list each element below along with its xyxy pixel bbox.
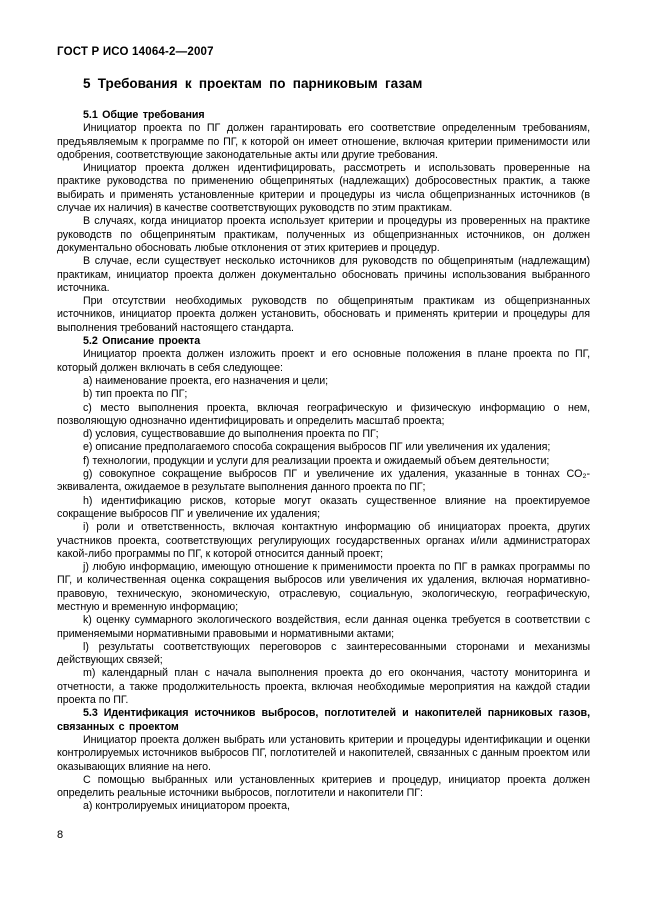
paragraph: Инициатор проекта должен изложить проект и его основные положения в плане проекта по ПГ, который должен включать в себя следующее:	[57, 348, 590, 374]
list-item: g) совокупное сокращение выбросов ПГ и увеличение их удаления, указанные в тоннах CO₂-эквивалента, ожидаемое в результате выполнения данного проекта по ПГ;	[57, 468, 590, 494]
paragraph: Инициатор проекта по ПГ должен гарантировать его соответствие определенным требованиям, предъявляемым к программе по ПГ, к которой он имеет отношение, включая критерии применимости или одобрения, соответствующие законодательные акты или другие требования.	[57, 122, 590, 161]
running-header: ГОСТ Р ИСО 14064-2—2007	[57, 46, 214, 58]
paragraph: Инициатор проекта должен выбрать или установить критерии и процедуры идентификации и оценки контролируемых источников выбросов ПГ, поглотителей и накопителей, связанных с данным проектом или оказывающих влияние на него.	[57, 733, 590, 773]
section-subheading: 5.3 Идентификация источников выбросов, поглотителей и накопителей парниковых газов, связанных с проектом	[57, 707, 590, 733]
list-item: c) место выполнения проекта, включая географическую и физическую информацию о нем, позволяющую однозначно идентифицировать и определить масштаб проекта;	[57, 401, 590, 427]
section-subheading: 5.1 Общие требования	[83, 109, 205, 121]
list-item: b) тип проекта по ПГ;	[83, 388, 188, 401]
section-title: 5 Требования к проектам по парниковым газам	[83, 76, 423, 91]
list-item: l) результаты соответствующих переговоров с заинтересованными сторонами и механизмы действующих связей;	[57, 640, 590, 667]
section-subheading: 5.2 Описание проекта	[83, 335, 201, 348]
document-body	[57, 109, 590, 814]
paragraph: С помощью выбранных или установленных критериев и процедур, инициатор проекта должен определить реальные источники выбросов, поглотители и накопители ПГ:	[57, 773, 590, 800]
list-item: k) оценку суммарного экологического воздействия, если данная оценка требуется в соответствии с применяемыми нормативными правовыми и нормативными актами;	[57, 614, 590, 640]
paragraph: В случаях, когда инициатор проекта использует критерии и процедуры из проверенных на практике руководств по общепринятым практикам, полученных из общепризнанных источников, он должен документально обосновать любые отклонения от этих критериев и процедур.	[57, 215, 590, 254]
page-number: 8	[57, 829, 64, 841]
list-item: j) любую информацию, имеющую отношение к применимости проекта по ПГ в рамках программы по ПГ, и количественная оценка сокращения выбросов или увеличения их удаления, включая нормативно-правовую, техническую, экономическую, отраслевую, социальную, экологическую, географическую, местную и временную информацию;	[57, 561, 590, 613]
list-item: i) роли и ответственность, включая контактную информацию об инициаторах проекта, других участников проекта, соответствующих регулирующих государственных органах и/или администраторах какой-либо программы по ПГ, к которой относится данный проект;	[57, 521, 590, 560]
list-item: a) наименование проекта, его назначения и цели;	[83, 374, 329, 387]
list-item: d) условия, существовавшие до выполнения проекта по ПГ;	[83, 428, 379, 441]
paragraph: При отсутствии необходимых руководств по общепринятым практикам из общепризнанных источников, инициатор проекта должен установить, обосновать и применять критерии и процедуры для выполнения требований настоящего стандарта.	[57, 295, 590, 334]
list-item: f) технологии, продукции и услуги для реализации проекта и ожидаемый объем деятельности;	[83, 454, 550, 467]
paragraph: В случае, если существует несколько источников для руководств по общепринятым (надлежащим) практикам, инициатор проекта должен документально обосновать причины использования выбранного источника.	[57, 255, 590, 294]
list-item: a) контролируемых инициатором проекта,	[83, 800, 290, 813]
paragraph: Инициатор проекта должен идентифицировать, рассмотреть и использовать проверенные на практике руководства по применению общепринятых (надлежащих) добросовестных практик, а также выбирать и применять установленные критерии и процедуры из числа общепризнанных источников (в случае их наличия) в качестве соответствующих руководств по этим практикам.	[57, 162, 590, 215]
list-item: h) идентификацию рисков, которые могут оказать существенное влияние на проектируемое сокращение выбросов ПГ и увеличение их удаления;	[57, 494, 590, 520]
list-item: e) описание предполагаемого способа сокращения выбросов ПГ или увеличения их удаления;	[83, 441, 551, 454]
list-item: m) календарный план с начала выполнения проекта до его окончания, частоту мониторинга и отчетности, а также продолжительность проекта, включая необходимые мероприятия на каждой стадии проекта по ПГ.	[57, 667, 590, 707]
